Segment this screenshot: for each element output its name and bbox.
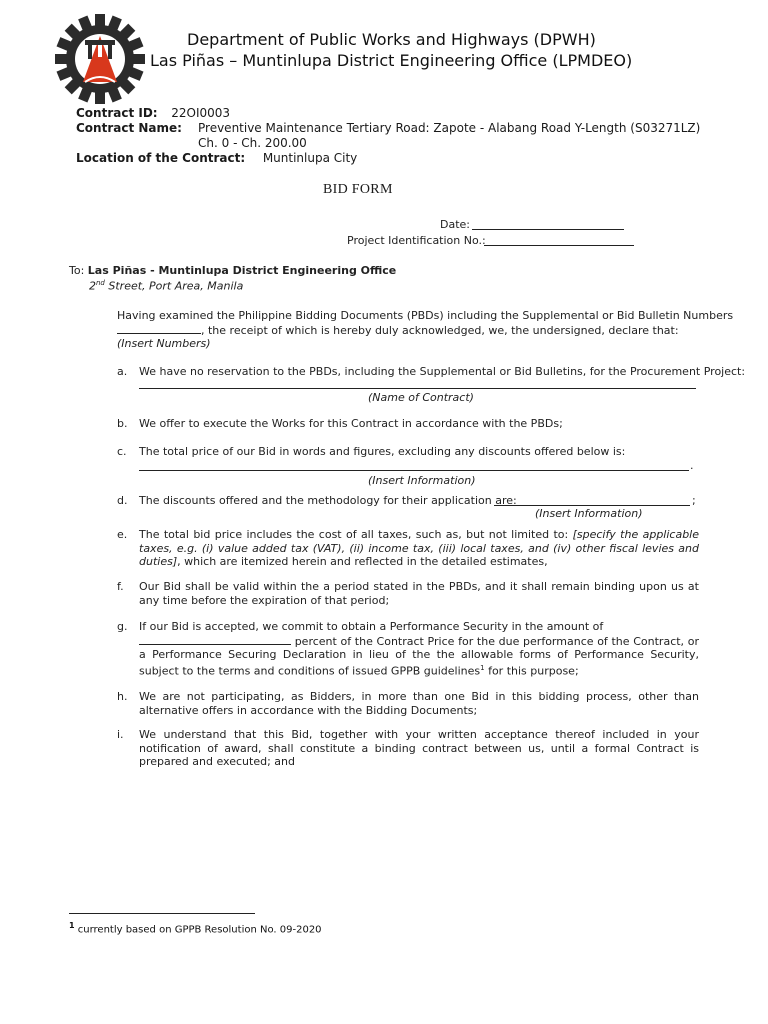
item-a-text: We have no reservation to the PBDs, including the Supplemental or Bid Bulletins, for the Procurement Project: — [139, 365, 746, 378]
item-a-letter: a. — [117, 365, 128, 378]
intro-line1: Having examined the Philippine Bidding Documents (PBDs) including the Supplemental or Bid Bulletin Numbers — [117, 309, 734, 322]
addressee-name: Las Piñas - Muntinlupa District Engineering Office — [87, 264, 397, 277]
bid-price-blank[interactable] — [139, 470, 689, 471]
dpwh-logo — [55, 14, 145, 104]
intro-paragraph — [117, 309, 734, 351]
item-c-letter: c. — [117, 445, 127, 458]
addressee-address: 2nd Street, Port Area, Manila — [89, 279, 244, 293]
insert-information-caption-c: (Insert Information) — [368, 474, 476, 487]
contract-name-label: Contract Name: — [76, 121, 182, 135]
item-d-letter: d. — [117, 494, 128, 507]
item-e-letter: e. — [117, 528, 128, 541]
item-h-letter: h. — [117, 690, 128, 703]
name-of-contract-caption: (Name of Contract) — [368, 391, 474, 404]
contract-id-label: Contract ID: — [76, 106, 158, 120]
contract-location-row — [76, 151, 357, 165]
insert-numbers-caption: (Insert Numbers) — [117, 337, 211, 350]
item-c-period: . — [690, 459, 694, 472]
item-b-text: We offer to execute the Works for this Contract in accordance with the PBDs; — [139, 417, 563, 430]
footnote-separator — [69, 913, 255, 914]
contract-location-value: Muntinlupa City — [262, 151, 358, 165]
to-label: To: — [69, 264, 85, 277]
insert-information-caption-d: (Insert Information) — [535, 507, 643, 520]
date-label: Date: — [440, 218, 470, 231]
project-id-blank[interactable] — [484, 245, 634, 246]
date-blank[interactable] — [472, 229, 624, 230]
intro-line2: , the receipt of which is hereby duly acknowledged, we, the undersigned, declare that: — [201, 323, 679, 337]
contract-id-row — [76, 106, 230, 120]
item-c-text: The total price of our Bid in words and figures, excluding any discounts offered below is: — [139, 445, 626, 458]
form-title: BID FORM — [323, 182, 393, 197]
project-id-label: Project Identification No.: — [347, 234, 486, 247]
percent-blank[interactable] — [139, 634, 291, 645]
contract-name-blank[interactable] — [139, 388, 696, 389]
contract-name-value: Preventive Maintenance Tertiary Road: Zapote - Alabang Road Y-Length (S03271LZ) — [198, 121, 701, 135]
agency-name: Department of Public Works and Highways (DPWH) — [187, 30, 596, 49]
item-b-letter: b. — [117, 417, 128, 430]
item-f-letter: f. — [117, 580, 124, 593]
item-h-text: We are not participating, as Bidders, in more than one Bid in this bidding process, other than alternative offers in accordance with the Bidding Documents; — [139, 690, 699, 717]
bulletin-numbers-blank[interactable] — [117, 323, 201, 334]
contract-name-value-line2: Ch. 0 - Ch. 200.00 — [198, 136, 307, 150]
addressee — [69, 264, 396, 277]
footnote: $^1$ currently based on GPPB Resolution No. 09-2020 — [69, 921, 322, 936]
office-name: Las Piñas – Muntinlupa District Engineering Office (LPMDEO) — [150, 51, 633, 70]
item-i-text: We understand that this Bid, together with your written acceptance thereof included in your notification of award, shall constitute a binding contract between us, until a formal Contract is prepared and executed; and — [139, 728, 699, 768]
item-i-letter: i. — [117, 728, 124, 741]
discounts-blank[interactable] — [494, 505, 690, 506]
item-d-text: The discounts offered and the methodology for their application are: — [139, 494, 517, 507]
item-g-text: If our Bid is accepted, we commit to obtain a Performance Security in the amount of percent of the Contract Price for the due performance of the Contract, or a Performance Securing Declaration in lieu of the the allowable forms of Performance Security, subject to the terms and conditions of issued GPPB guidelines$^1$ for this purpose; — [139, 620, 699, 678]
contract-id-value: 22OI0003 — [171, 106, 231, 120]
contract-location-label: Location of the Contract: — [76, 151, 246, 165]
item-d-semicolon: ; — [692, 494, 696, 507]
item-g-letter: g. — [117, 620, 128, 633]
contract-name-row — [76, 121, 182, 135]
item-f-text: Our Bid shall be valid within the a period stated in the PBDs, and it shall remain binding upon us at any time before the expiration of that period; — [139, 580, 699, 607]
item-e-text: The total bid price includes the cost of all taxes, such as, but not limited to: [specify the applicable taxes, e.g. (i) value added tax (VAT), (ii) income tax, (iii) local taxes, and (iv) other fiscal levies and duties], which are itemized herein and reflected in the detailed estimates, — [139, 528, 700, 568]
